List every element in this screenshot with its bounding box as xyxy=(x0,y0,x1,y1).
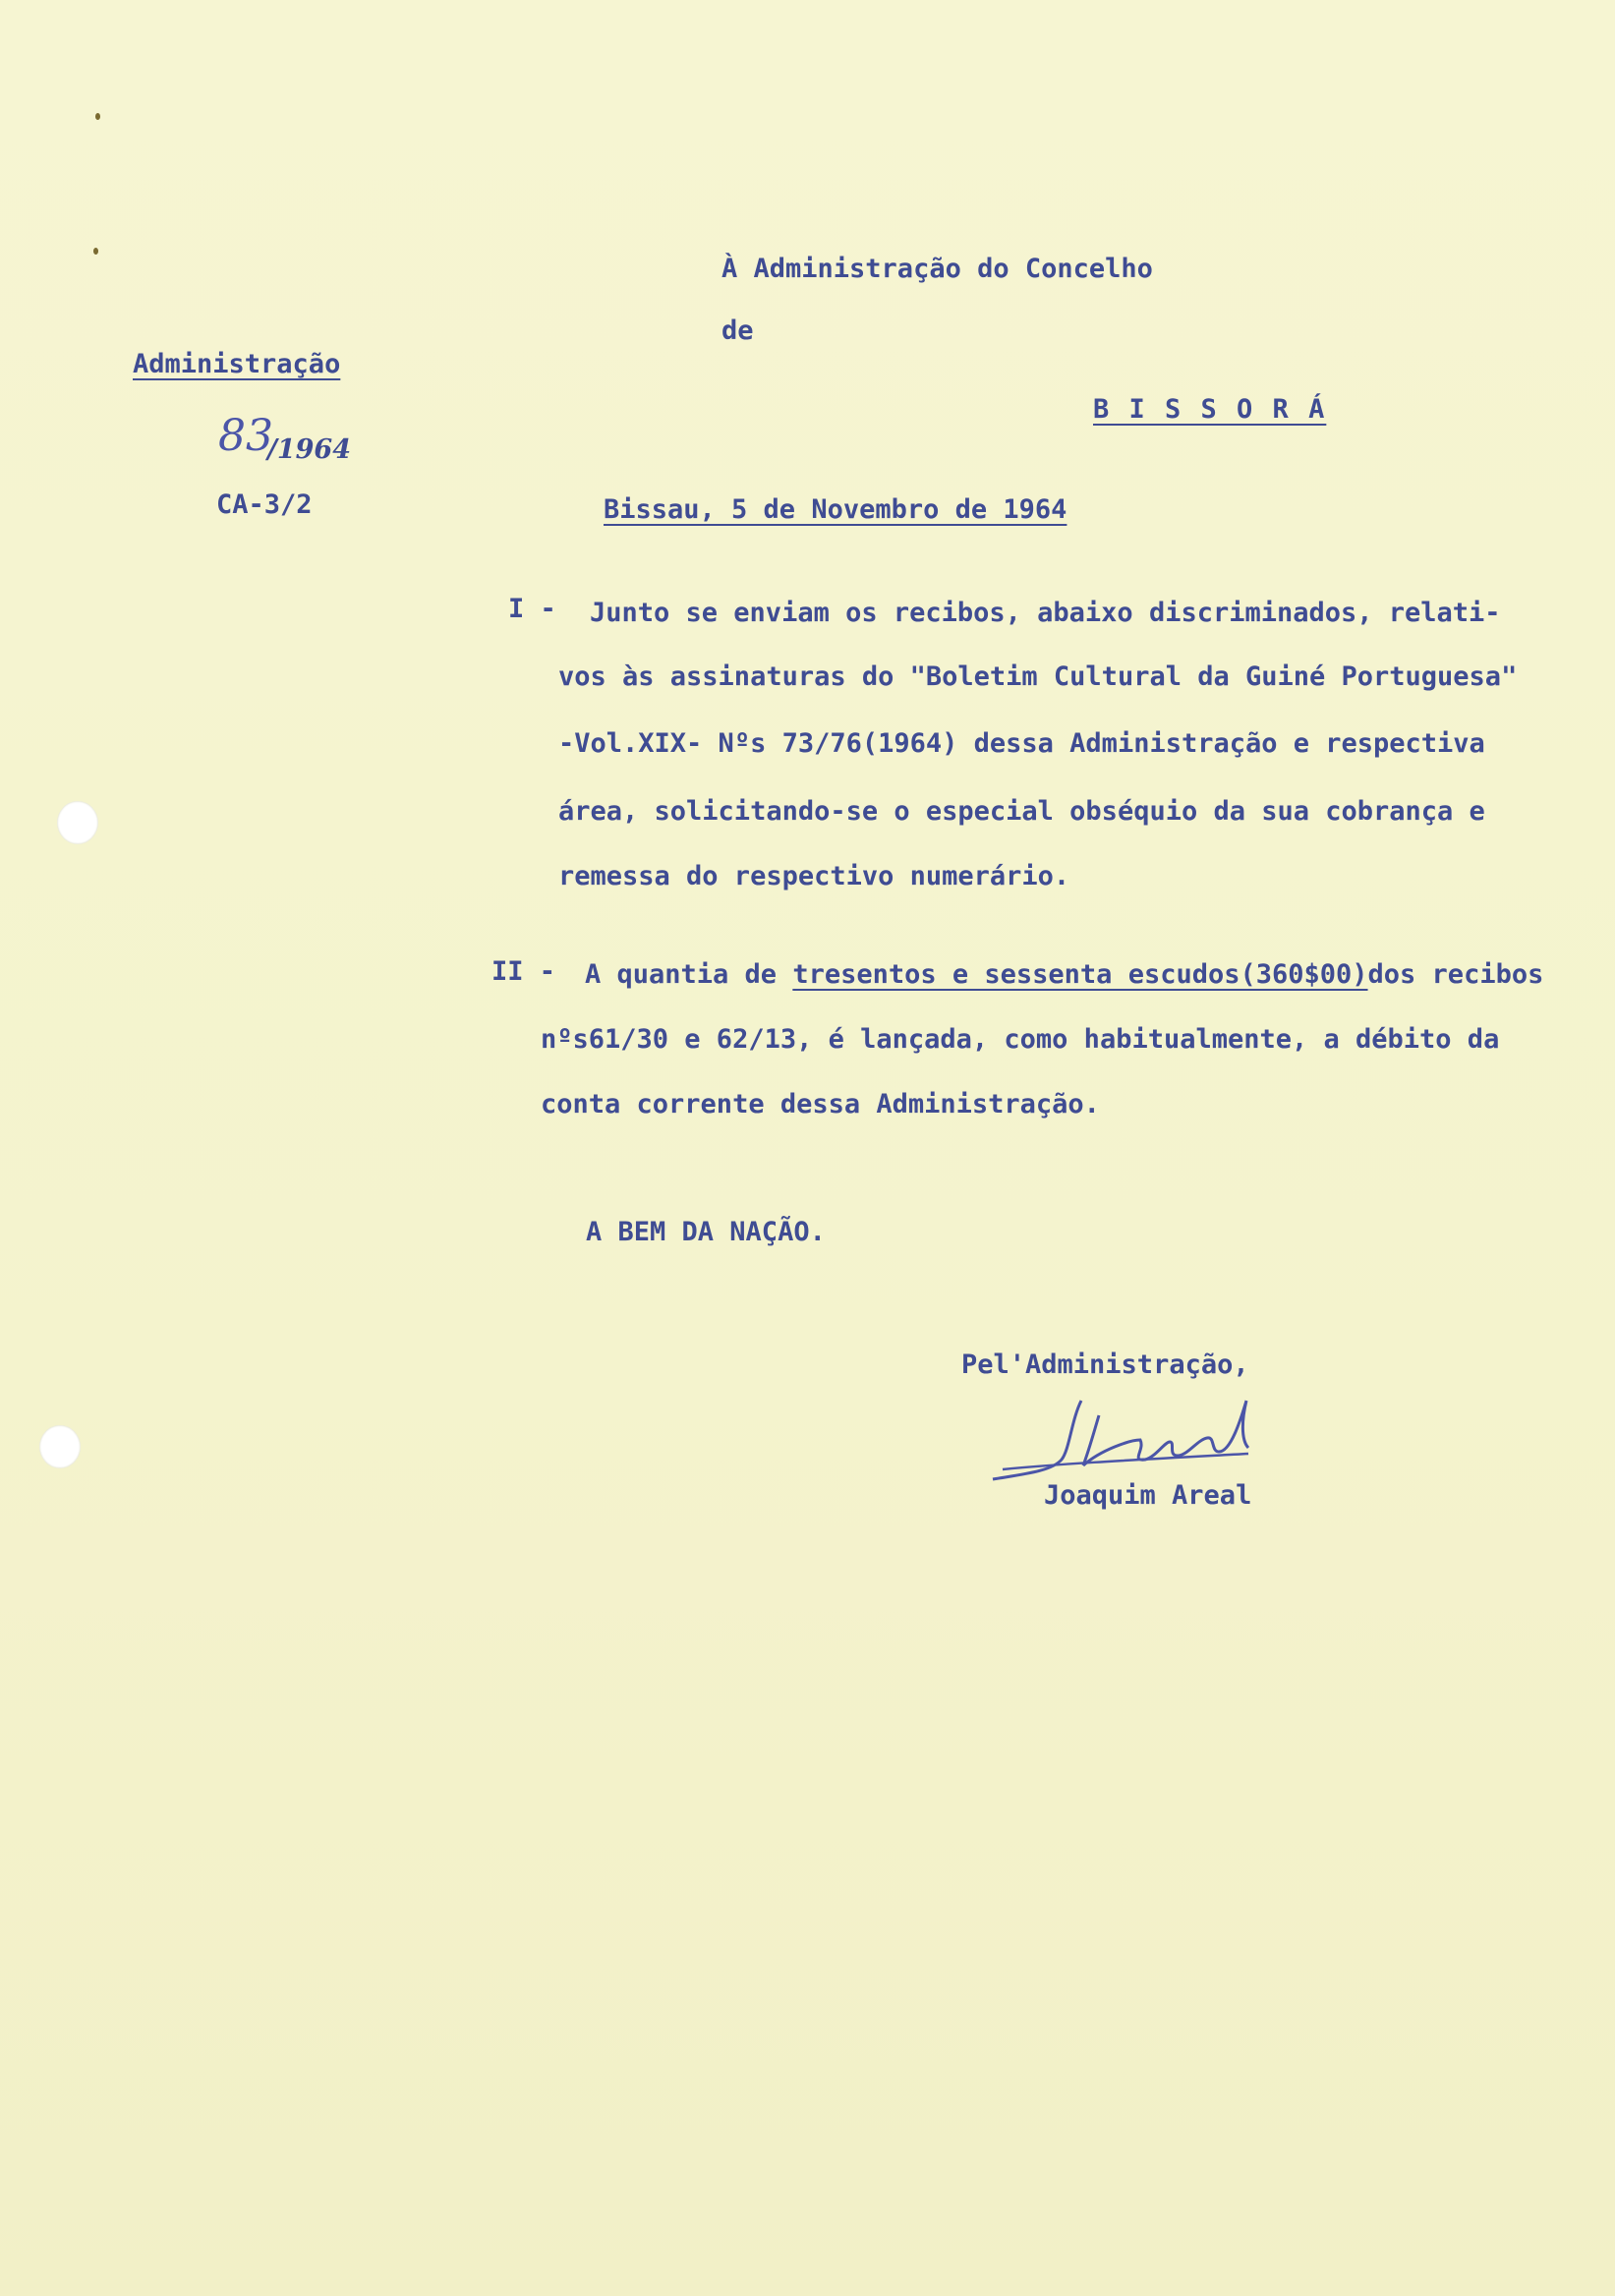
punch-hole-top xyxy=(57,801,98,844)
closing-salutation: A BEM DA NAÇÃO. xyxy=(586,1217,826,1247)
handwritten-signature xyxy=(983,1381,1278,1489)
paper-speck xyxy=(93,248,98,255)
paragraph-1-line: remessa do respectivo numerário. xyxy=(558,861,1070,891)
signature-for-label: Pel'Administração, xyxy=(961,1349,1249,1380)
sender-department: Administração xyxy=(133,349,341,379)
paragraph-2-line-1-pre: A quantia de xyxy=(585,959,793,990)
paragraph-1-line: -Vol.XIX- Nºs 73/76(1964) dessa Administração e respectiva xyxy=(558,728,1485,759)
handwritten-reference-number: 83 xyxy=(218,411,273,461)
date-line: Bissau, 5 de Novembro de 1964 xyxy=(604,494,1067,525)
paragraph-2-line-1-post: dos recibos xyxy=(1367,959,1544,990)
paragraph-2-line-1 xyxy=(585,961,1543,988)
paragraph-1-numeral: I - xyxy=(508,594,556,624)
reference-code: CA-3/2 xyxy=(216,489,313,520)
paper-speck xyxy=(95,113,100,120)
punch-hole-bottom xyxy=(39,1425,81,1468)
signatory-name: Joaquim Areal xyxy=(1044,1480,1252,1511)
paragraph-2-line-3: conta corrente dessa Administração. xyxy=(541,1089,1100,1119)
paragraph-1-line: vos às assinaturas do "Boletim Cultural da Guiné Portuguesa" xyxy=(558,661,1518,692)
addressee-line-1: À Administração do Concelho xyxy=(721,254,1153,284)
paragraph-1-line: Junto se enviam os recibos, abaixo discriminados, relati- xyxy=(590,598,1501,628)
paragraph-2-line-2: nºs61/30 e 62/13, é lançada, como habitualmente, a débito da xyxy=(541,1024,1500,1055)
addressee-place: B I S S O R Á xyxy=(1093,394,1327,425)
paragraph-2-numeral: II - xyxy=(491,956,556,987)
addressee-line-2: de xyxy=(721,316,754,346)
paragraph-2-amount: tresentos e sessenta escudos(360$00) xyxy=(792,959,1368,990)
reference-year: /1964 xyxy=(267,434,352,465)
paragraph-1-line: área, solicitando-se o especial obséquio da sua cobrança e xyxy=(558,796,1485,827)
